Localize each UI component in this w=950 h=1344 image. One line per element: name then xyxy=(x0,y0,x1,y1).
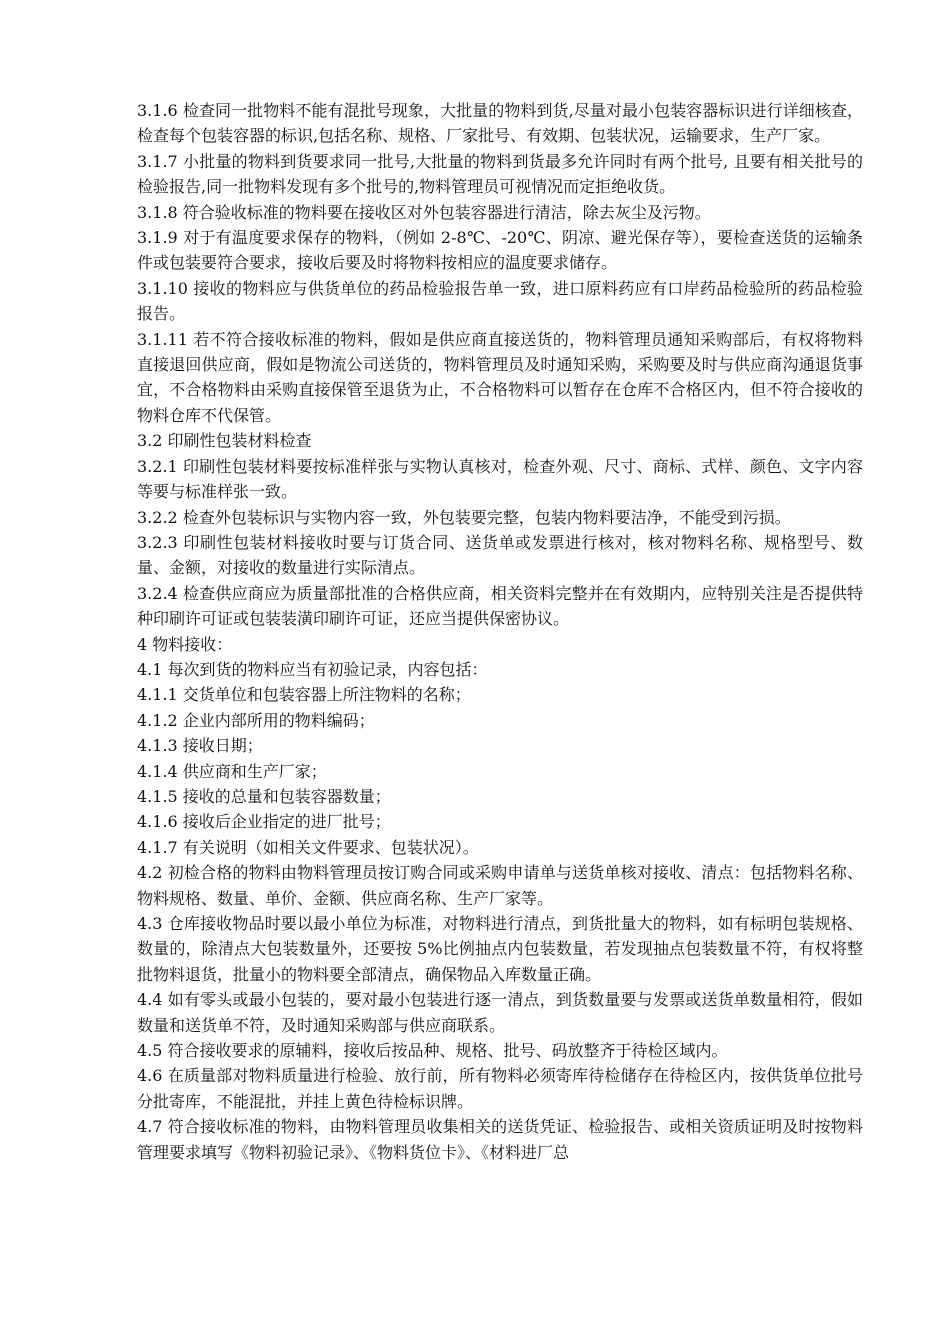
paragraph-4-1-1: 4.1.1 交货单位和包装容器上所注物料的名称； xyxy=(137,685,471,705)
paragraph-4-1: 4.1 每次到货的物料应当有初验记录，内容包括： xyxy=(137,659,488,679)
paragraph-3-1-6: 3.1.6 检查同一批物料不能有混批号现象，大批量的物料到货,尽量对最小包装容器标识进行详细核查，检查每个包装容器的标识,包括名称、规格、厂家批号、有效期、包装状况，运输要求，生产厂家。 xyxy=(137,101,863,146)
paragraph-3-1-8: 3.1.8 符合验收标准的物料要在接收区对外包装容器进行清洁，除去灰尘及污物。 xyxy=(137,202,711,222)
paragraph-4-1-4: 4.1.4 供应商和生产厂家； xyxy=(137,761,327,781)
paragraph-3-2-4: 3.2.4 检查供应商应为质量部批准的合格供应商，相关资料完整并在有效期内，应特别关注是否提供特种印刷许可证或包装装潢印刷许可证，还应当提供保密协议。 xyxy=(137,583,863,629)
paragraph-4-5: 4.5 符合接收要求的原辅料，接收后按品种、规格、批号、码放整齐于待检区域内。 xyxy=(137,1041,728,1061)
paragraph-3-2-1: 3.2.1 印刷性包装材料要按标准样张与实物认真核对，检查外观、尺寸、商标、式样、颜色、文字内容等要与标准样张一致。 xyxy=(137,456,863,502)
paragraph-4-1-5: 4.1.5 接收的总量和包装容器数量； xyxy=(137,786,391,806)
document-body xyxy=(137,98,863,1165)
paragraph-3-1-9: 3.1.9 对于有温度要求保存的物料，（例如 2-8℃、-20℃、阴凉、避光保存等），要检查送货的运输条件或包装要符合要求，接收后要及时将物料按相应的温度要求储存。 xyxy=(137,228,863,273)
section-heading-4: 4 物料接收： xyxy=(137,634,233,654)
paragraph-4-1-7: 4.1.7 有关说明（如相关文件要求、包装状况）。 xyxy=(137,837,479,857)
paragraph-4-6: 4.6 在质量部对物料质量进行检验、放行前，所有物料必须寄库待检储存在待检区内，按供货单位批号分批寄库，不能混批，并挂上黄色待检标识牌。 xyxy=(137,1066,863,1111)
paragraph-4-4: 4.4 如有零头或最小包装的，要对最小包装进行逐一清点，到货数量要与发票或送货单数量相符，假如数量和送货单不符，及时通知采购部与供应商联系。 xyxy=(137,990,863,1035)
paragraph-4-2: 4.2 初检合格的物料由物料管理员按订购合同或采购申请单与送货单核对接收、清点：包括物料名称、物料规格、数量、单价、金额、供应商名称、生产厂家等。 xyxy=(137,863,863,908)
paragraph-4-1-2: 4.1.2 企业内部所用的物料编码； xyxy=(137,710,375,730)
section-heading-3-2: 3.2 印刷性包装材料检查 xyxy=(137,431,312,451)
paragraph-3-2-3: 3.2.3 印刷性包装材料接收时要与订货合同、送货单或发票进行核对，核对物料名称、规格型号、数量、金额，对接收的数量进行实际清点。 xyxy=(137,532,863,578)
paragraph-4-1-3: 4.1.3 接收日期； xyxy=(137,736,263,756)
paragraph-4-7: 4.7 符合接收标准的物料，由物料管理员收集相关的送货凭证、检验报告、或相关资质证明及时按物料管理要求填写《物料初验记录》、《物料货位卡》、《材料进厂总 xyxy=(137,1117,863,1162)
paragraph-3-1-11: 3.1.11 若不符合接收标准的物料，假如是供应商直接送货的，物料管理员通知采购部后，有权将物料直接退回供应商，假如是物流公司送货的，物料管理员及时通知采购，采购要及时与供应商沟通退货事宜，不合格物料由采购直接保管至退货为止，不合格物料可以暂存在仓库不合格区内，但不符合接收的物料仓库不代保管。 xyxy=(137,329,863,425)
paragraph-3-1-10: 3.1.10 接收的物料应与供货单位的药品检验报告单一致，进口原料药应有口岸药品检验所的药品检验报告。 xyxy=(137,278,863,324)
paragraph-3-1-7: 3.1.7 小批量的物料到货要求同一批号,大批量的物料到货最多允许同时有两个批号, 且要有相关批号的检验报告,同一批物料发现有多个批号的,物料管理员可视情况而定拒绝收货。 xyxy=(137,151,863,197)
paragraph-4-1-6: 4.1.6 接收后企业指定的进厂批号； xyxy=(137,812,391,832)
paragraph-4-3: 4.3 仓库接收物品时要以最小单位为标准，对物料进行清点，到货批量大的物料，如有标明包装规格、数量的，除清点大包装数量外，还要按 5%比例抽点内包装数量，若发现抽点包装数量不符，有权将整批物料退货，批量小的物料要全部清点，确保物品入库数量正确。 xyxy=(137,914,863,984)
paragraph-3-2-2: 3.2.2 检查外包装标识与实物内容一致，外包装要完整，包装内物料要洁净，不能受到污损。 xyxy=(137,507,791,527)
